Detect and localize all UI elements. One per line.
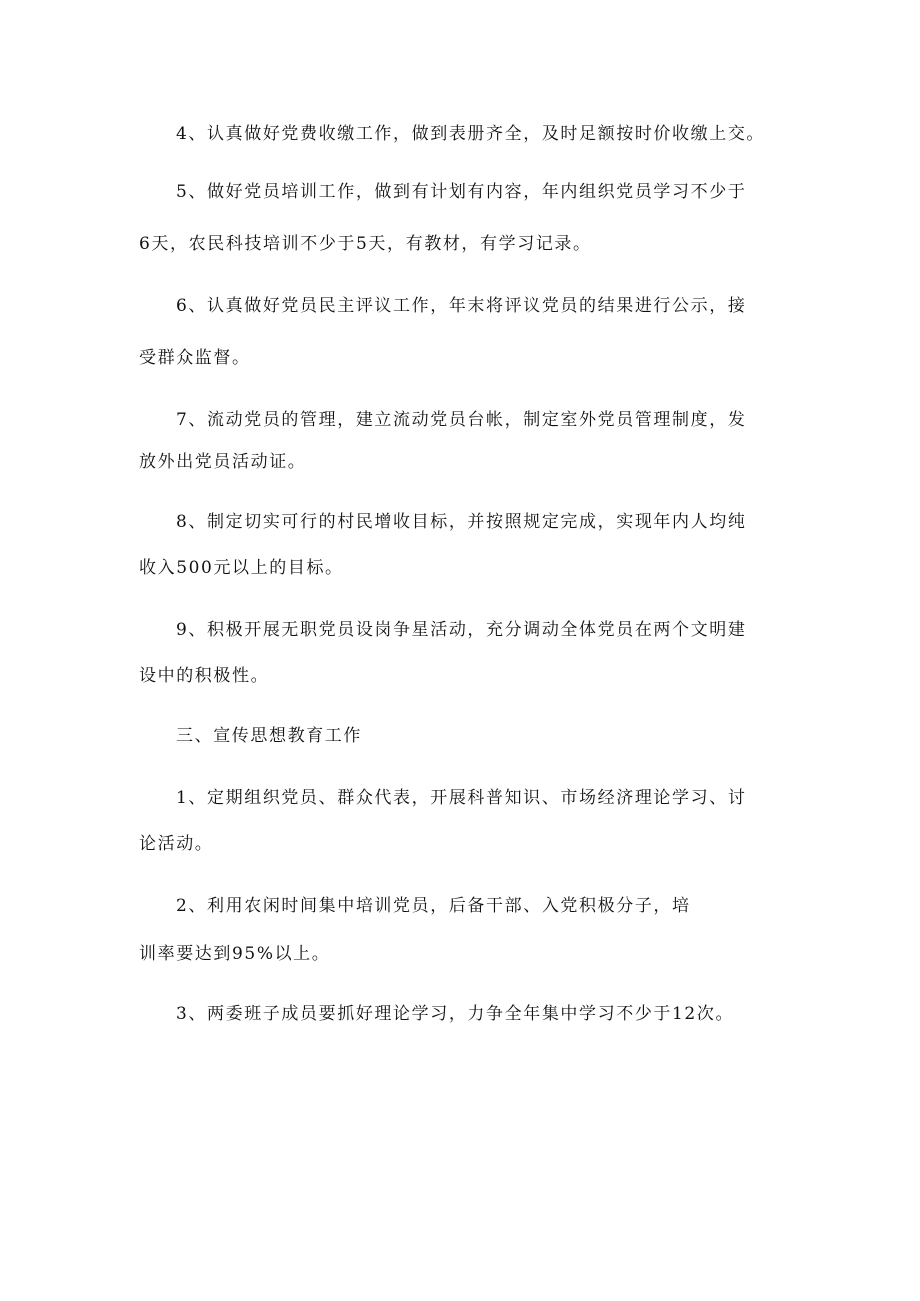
- propaganda-item-2-line-2: 训率要达到95%以上。: [139, 944, 331, 964]
- item-4-line-1: 4、认真做好党费收缴工作，做到表册齐全，及时足额按时价收缴上交。: [176, 124, 766, 144]
- item-9-line-1: 9、积极开展无职党员设岗争星活动，充分调动全体党员在两个文明建: [176, 620, 747, 640]
- propaganda-item-1-line-1: 1、定期组织党员、群众代表，开展科普知识、市场经济理论学习、讨: [176, 788, 747, 808]
- item-7-line-1: 7、流动党员的管理，建立流动党员台帐，制定室外党员管理制度，发: [176, 410, 747, 430]
- item-6-line-1: 6、认真做好党员民主评议工作，年末将评议党员的结果进行公示，接: [176, 296, 747, 316]
- propaganda-item-1-line-2: 论活动。: [139, 834, 214, 854]
- item-7-line-2: 放外出党员活动证。: [139, 452, 307, 472]
- item-6-line-2: 受群众监督。: [139, 348, 251, 368]
- section-heading-3: 三、宣传思想教育工作: [176, 726, 362, 746]
- propaganda-item-3-line-1: 3、两委班子成员要抓好理论学习，力争全年集中学习不少于12次。: [176, 1004, 735, 1024]
- item-8-line-2: 收入500元以上的目标。: [139, 558, 344, 578]
- item-9-line-2: 设中的积极性。: [139, 666, 270, 686]
- item-5-line-2: 6天，农民科技培训不少于5天，有教材，有学习记录。: [139, 234, 592, 254]
- item-8-line-1: 8、制定切实可行的村民增收目标，并按照规定完成，实现年内人均纯: [176, 512, 747, 532]
- propaganda-item-2-line-1: 2、利用农闲时间集中培训党员，后备干部、入党积极分子，培: [176, 896, 691, 916]
- item-5-line-1: 5、做好党员培训工作，做到有计划有内容，年内组织党员学习不少于: [176, 182, 747, 202]
